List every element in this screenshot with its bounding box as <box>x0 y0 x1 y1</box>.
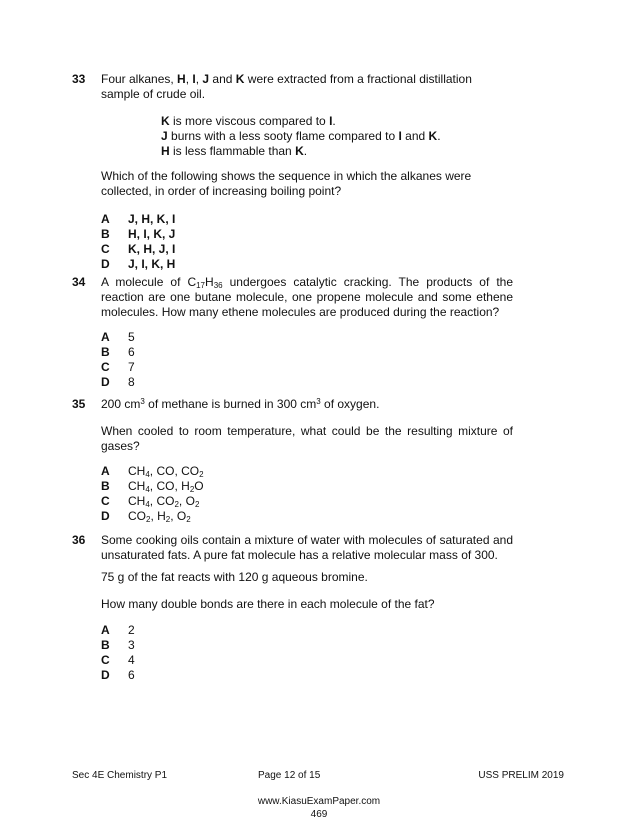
question-intro: 200 $cm^3$ of methane is burned in 300 $cm^3$ of oxygen. <box>101 397 380 411</box>
question-intro: Four alkanes, H, I, J and K were extracted from a fractional distillation sample of crude oil. <box>101 72 472 101</box>
option-c: C $CH_4$, $CO_2$, $O_2$ <box>101 494 200 509</box>
option-b: B $CH_4$, CO, $H_2O$ <box>101 479 204 494</box>
footer-left: Sec 4E Chemistry P1 <box>72 770 168 781</box>
options <box>101 212 513 272</box>
question-text: A molecule of $C_{17}H_{36}$ undergoes catalytic cracking. The products of the reaction are one butane molecule, one propene molecule and some ethene molecules. How many ethene molecules are produced during the reaction? <box>101 275 513 319</box>
statements <box>161 114 441 159</box>
option-b: B 6 <box>101 345 135 359</box>
formula: $CO_2$, $H_2$, $O_2$ <box>128 509 191 524</box>
question-text: How many double bonds are there in each molecule of the fat? <box>101 597 435 611</box>
question-number: 36 <box>72 533 86 547</box>
option-a: A $CH_4$, CO, $CO_2$ <box>101 464 204 479</box>
question-intro: Some cooking oils contain a mixture of water with molecules of saturated and unsaturated fats. A pure fat molecule has a relative molecular mass of 300. <box>101 533 513 562</box>
question-text: When cooled to room temperature, what could be the resulting mixture of gases? <box>101 424 513 453</box>
footer-website: www.KiasuExamPaper.com <box>257 796 381 807</box>
option-c: C 4 <box>101 653 135 667</box>
footer-right: USS PRELIM 2019 <box>478 770 564 781</box>
option-d: D $CO_2$, $H_2$, $O_2$ <box>101 509 191 524</box>
option-c: C 7 <box>101 360 135 374</box>
option-a: A 2 <box>101 623 135 637</box>
footer-page-number: 469 <box>310 809 328 820</box>
option-d: D 8 <box>101 375 135 389</box>
option-d: D 6 <box>101 668 135 682</box>
formula: $CH_4$, $CO_2$, $O_2$ <box>128 494 200 509</box>
option-c: C K, H, J, I <box>101 242 176 256</box>
statement: K is more viscous compared to I. <box>161 114 336 128</box>
options <box>101 330 513 390</box>
option-a: A J, H, K, I <box>101 212 176 226</box>
option-b: B H, I, K, J <box>101 227 176 241</box>
option-d: D J, I, K, H <box>101 257 176 271</box>
question-line: 75 g of the fat reacts with 120 g aqueous bromine. <box>101 570 368 584</box>
statement: H is less flammable than K. <box>161 144 308 158</box>
option-a: A 5 <box>101 330 135 344</box>
options <box>101 623 513 683</box>
question-number: 35 <box>72 397 86 411</box>
options <box>101 464 513 524</box>
footer-page: Page 12 of 15 <box>258 770 321 781</box>
question-text: Which of the following shows the sequence in which the alkanes were collected, in order of increasing boiling point? <box>101 169 472 198</box>
formula: $CH_4$, CO, $CO_2$ <box>128 464 204 479</box>
option-b: B 3 <box>101 638 135 652</box>
formula: $CH_4$, CO, $H_2O$ <box>128 479 204 494</box>
question-number: 33 <box>72 72 86 86</box>
question-number: 34 <box>72 275 86 289</box>
statement: J burns with a less sooty flame compared to I and K. <box>161 129 441 143</box>
